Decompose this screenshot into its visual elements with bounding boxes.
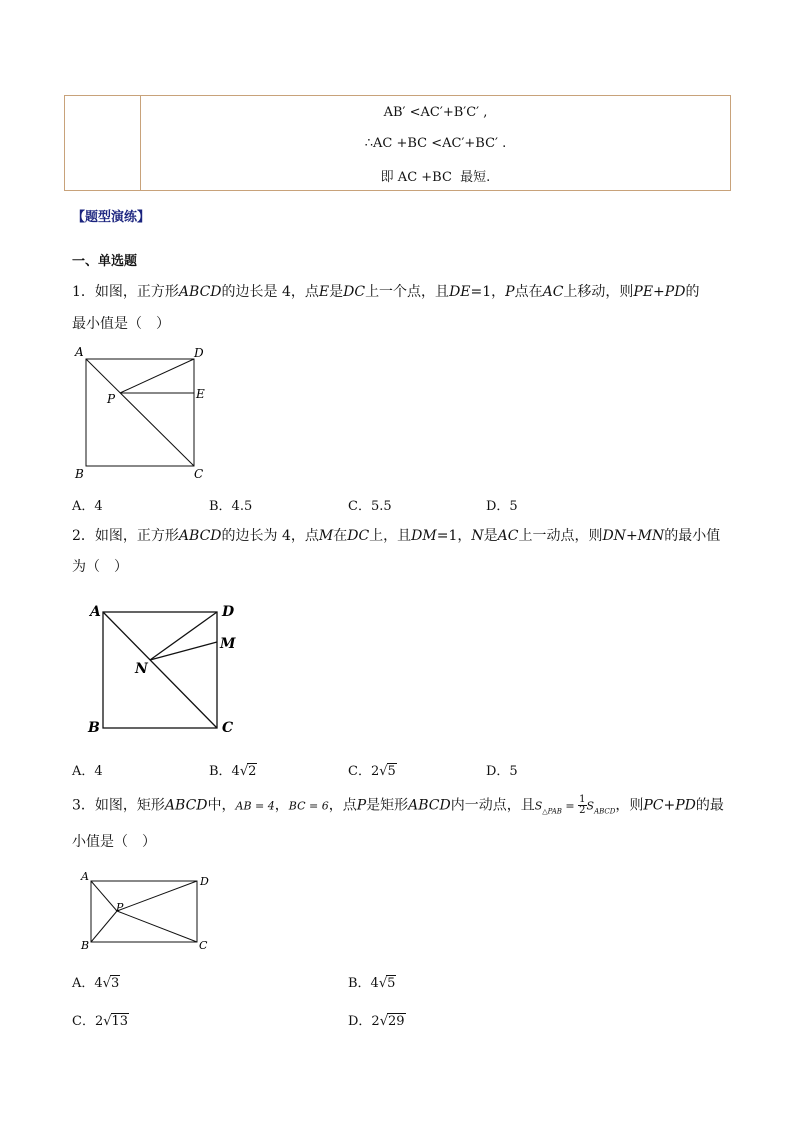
q2-figure (84, 596, 254, 741)
q3-label-p: P (116, 901, 124, 914)
q2-diagonal-ac (103, 612, 217, 728)
proof-box (64, 95, 731, 191)
q1-label-d: D (194, 346, 204, 360)
q3-label-d: D (200, 875, 209, 888)
proof-line-2: ∴AC +BC <AC′+BC′ . (364, 136, 507, 151)
q2-option-a[interactable]: A．4 (72, 764, 103, 779)
q3-option-a[interactable]: A．4√3 (72, 976, 120, 991)
q1-figure (70, 344, 220, 484)
q2-label-n: N (135, 661, 148, 677)
proof-line-3: 即 AC +BC 最短. (380, 170, 491, 185)
q3-segment-pd (117, 881, 197, 911)
q3-rectangle (91, 881, 197, 942)
q2-option-b[interactable]: B．4√2 (209, 764, 257, 779)
q1-label-a: A (75, 345, 84, 359)
q3-option-c[interactable]: C．2√13 (72, 1014, 129, 1029)
q1-text-line1: 1．如图，正方形ABCD的边长是 4，点E是DC上一个点，且DE=1，P点在AC上移动，则PE+PD的 (72, 284, 700, 300)
q3-option-d[interactable]: D．2√29 (348, 1014, 405, 1029)
q1-option-a[interactable]: A．4 (72, 499, 103, 514)
q3-text-line2: 小值是（ ） (72, 834, 156, 850)
q1-diagonal-ac (86, 359, 194, 466)
q3-label-b: B (81, 939, 90, 952)
q1-label-p: P (107, 392, 116, 406)
q2-label-a: A (90, 604, 101, 620)
q1-option-c[interactable]: C．5.5 (348, 499, 392, 514)
q1-label-e: E (196, 387, 205, 401)
heading-single-choice: 一、单选题 (72, 254, 138, 269)
q3-label-a: A (81, 870, 89, 883)
q2-label-c: C (222, 720, 234, 736)
q1-label-b: B (75, 467, 84, 481)
q2-segment-nm (150, 642, 217, 660)
q2-option-d[interactable]: D．5 (486, 764, 518, 779)
q2-text-line1: 2．如图，正方形ABCD的边长为 4，点M在DC上，且DM=1，N是AC上一动点，则DN+MN的最小值 (72, 528, 721, 544)
q3-label-c: C (199, 939, 208, 952)
q1-text-line2: 最小值是（ ） (72, 316, 170, 332)
q3-option-b[interactable]: B．4√5 (348, 976, 396, 991)
q3-segment-ap (91, 881, 117, 911)
section-title: 【题型演练】 (72, 210, 151, 225)
proof-line-1: AB′ <AC′+B′C′ , (383, 105, 488, 120)
q1-option-b[interactable]: B．4.5 (209, 499, 253, 514)
q1-label-c: C (194, 467, 204, 481)
q3-figure (74, 868, 224, 953)
q2-label-b: B (88, 720, 100, 736)
q3-segment-pb (91, 911, 117, 942)
q2-text-line2: 为（ ） (72, 559, 128, 575)
q2-segment-nd (150, 612, 217, 660)
q3-segment-pc (117, 911, 197, 942)
q1-segment-pd (120, 359, 194, 393)
q2-label-d: D (222, 604, 235, 620)
q2-option-c[interactable]: C．2√5 (348, 764, 396, 779)
q1-option-d[interactable]: D．5 (486, 499, 518, 514)
q3-text-line1: 3．如图，矩形ABCD中，AB = 4，BC = 6，点P是矩形ABCD内一动点，且$S_{\triangle PAB}$ = $\frac{1}{2}$ $S_{ABCD}$，则PC+PD的最 (72, 794, 724, 816)
q2-label-m: M (220, 636, 236, 652)
